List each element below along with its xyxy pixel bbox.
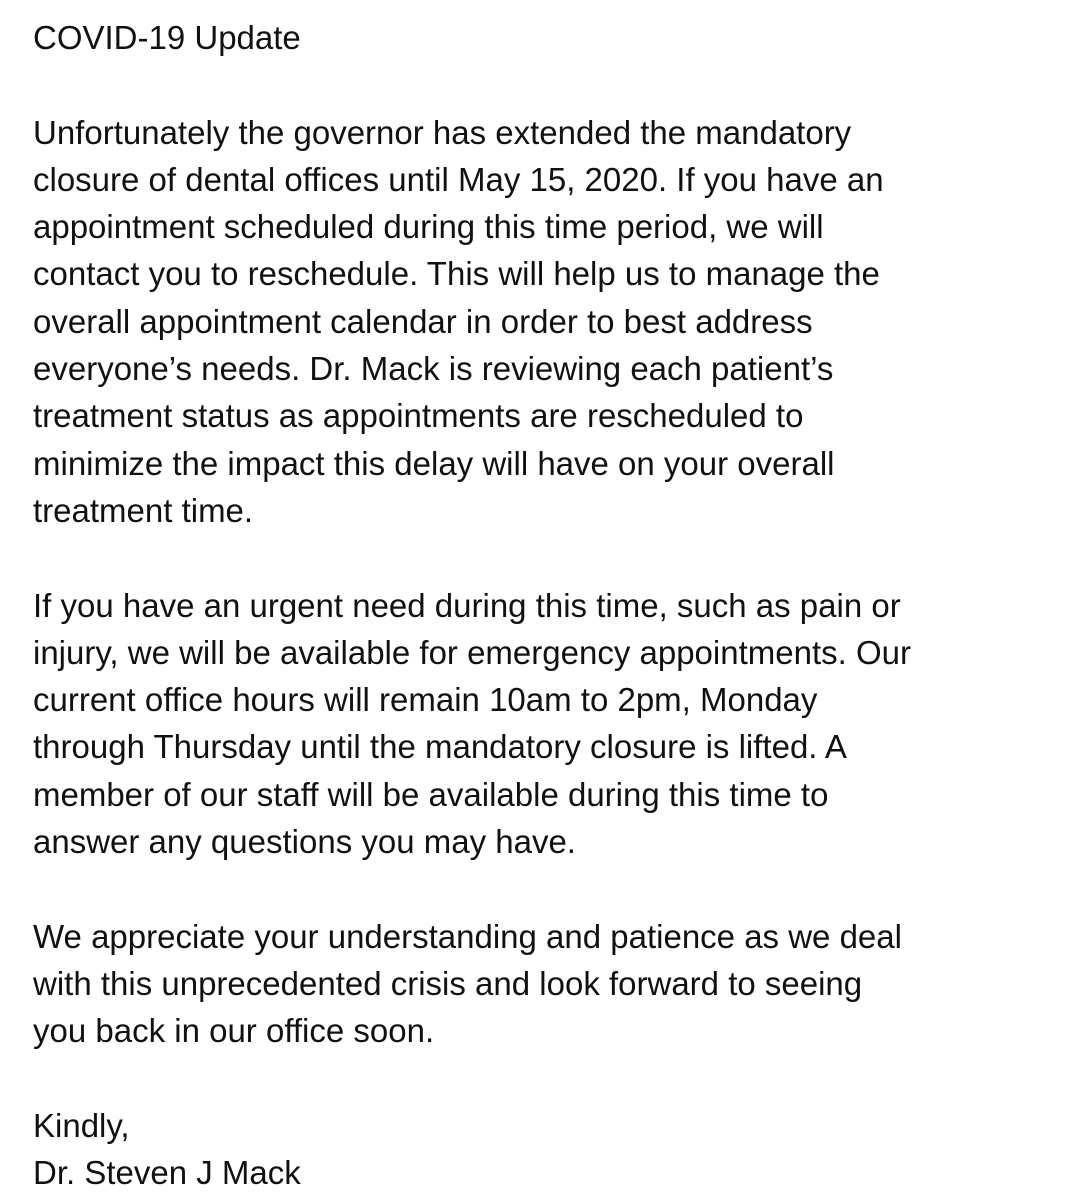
text-line: everyone’s needs. Dr. Mack is reviewing each patient’s [33, 350, 834, 388]
paragraph-closure-extension [33, 109, 1063, 535]
text-line: We appreciate your understanding and patience as we deal [33, 917, 902, 955]
blank-line [33, 865, 1063, 912]
text-line: with this unprecedented crisis and look forward to seeing [33, 964, 863, 1002]
text-line: current office hours will remain 10am to 2pm, Monday [33, 681, 818, 719]
blank-line [33, 1055, 1063, 1102]
text-line: contact you to reschedule. This will help us to manage the [33, 255, 880, 293]
text-line: you back in our office soon. [33, 1012, 435, 1050]
note-body[interactable] [33, 14, 1063, 1196]
text-line: injury, we will be available for emergency appointments. Our [33, 633, 911, 671]
blank-line [33, 534, 1063, 581]
text-line: answer any questions you may have. [33, 823, 576, 861]
text-line: Unfortunately the governor has extended the mandatory [33, 113, 852, 151]
note-title: COVID-19 Update [33, 19, 301, 56]
text-line: through Thursday until the mandatory closure is lifted. A [33, 728, 847, 766]
paragraph-emergency-hours [33, 582, 1063, 866]
text-line: treatment status as appointments are rescheduled to [33, 397, 804, 435]
text-line: appointment scheduled during this time period, we will [33, 208, 824, 246]
signature-line: Dr. Steven J Mack [33, 1154, 301, 1192]
text-line: closure of dental offices until May 15, 2020. If you have an [33, 160, 884, 198]
text-line: minimize the impact this delay will have on your overall [33, 444, 835, 482]
text-line: member of our staff will be available during this time to [33, 775, 829, 813]
blank-line [33, 61, 1063, 108]
text-line: If you have an urgent need during this time, such as pain or [33, 586, 901, 624]
paragraph-appreciation [33, 913, 1063, 1055]
text-line: overall appointment calendar in order to best address [33, 302, 813, 340]
text-line: treatment time. [33, 491, 254, 529]
closing-line: Kindly, [33, 1106, 130, 1144]
